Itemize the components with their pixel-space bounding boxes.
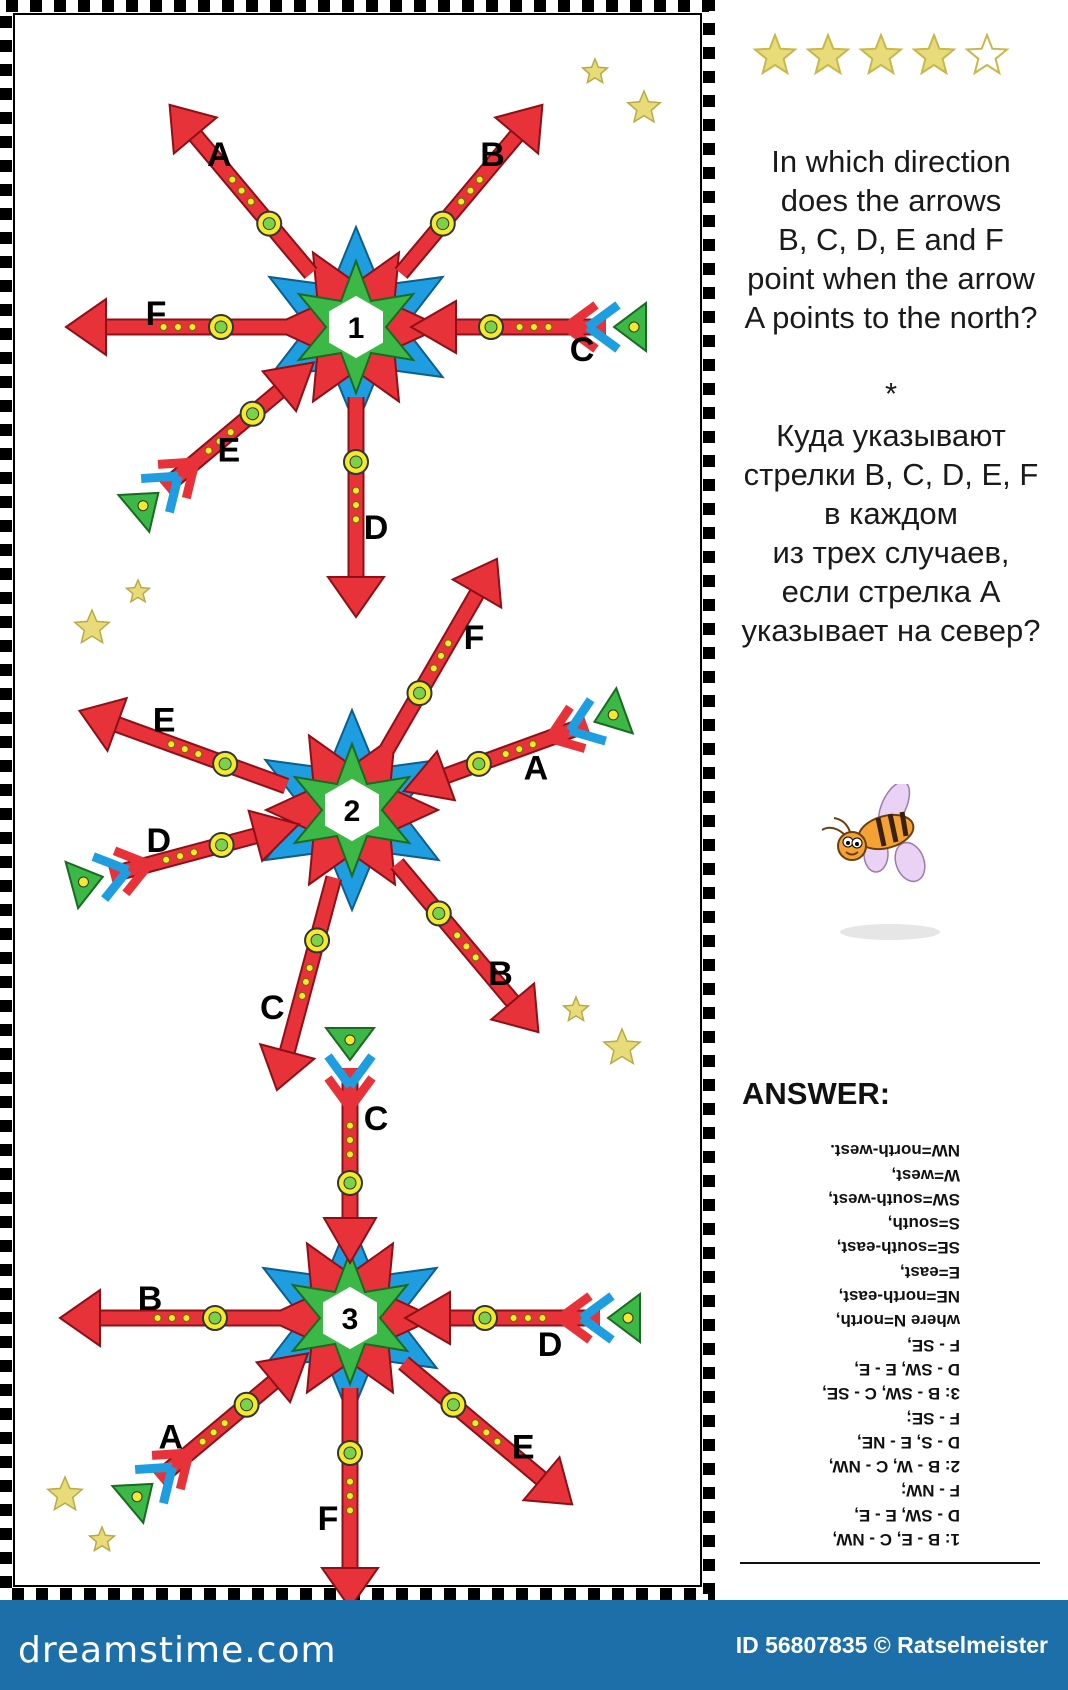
arrow-label: C — [569, 331, 595, 369]
arrow-A — [112, 1353, 307, 1522]
puzzle-number: 3 — [341, 1303, 359, 1336]
star-filled-icon — [858, 32, 904, 78]
arrow-puzzle-3 — [60, 1028, 640, 1600]
answer-line: W=west, — [891, 1165, 960, 1185]
star-icon — [628, 91, 660, 122]
arrow-label: F — [463, 618, 485, 657]
question-line: Куда указывают — [776, 418, 1006, 453]
star-filled-icon — [752, 32, 798, 78]
answer-line: F - SE, — [907, 1335, 960, 1355]
arrow-E — [118, 362, 313, 531]
arrow-label: C — [259, 989, 285, 1028]
star-filled-icon — [805, 32, 851, 78]
arrow-label: B — [480, 135, 505, 174]
arrow-label: C — [363, 1100, 389, 1138]
question-line: point when the arrow — [747, 261, 1035, 296]
arrow-D — [405, 1292, 640, 1364]
answer-line: E=east, — [899, 1262, 960, 1282]
question-line: A points to the north? — [744, 300, 1038, 335]
arrow-label: B — [137, 1280, 163, 1318]
question-line: указывает на север? — [741, 613, 1041, 648]
question-russian — [718, 416, 1064, 650]
answer-line: D - SW, E - E, — [854, 1505, 960, 1525]
answer-line: S=south, — [887, 1214, 960, 1234]
arrow-C — [324, 1028, 388, 1263]
question-english — [718, 142, 1064, 337]
star-icon — [564, 997, 589, 1021]
arrowhead-icon — [324, 1218, 376, 1263]
arrow-label: E — [217, 431, 241, 470]
arrow-label: F — [145, 295, 167, 333]
arrow-B — [60, 1280, 280, 1346]
star-icon — [583, 59, 608, 83]
answer-line: NE=north-east, — [838, 1287, 960, 1307]
answer-line: F - SE; — [906, 1408, 960, 1428]
arrow-B — [397, 864, 538, 1033]
question-line: в каждом — [824, 496, 958, 531]
arrow-A — [404, 688, 633, 800]
question-line: если стрелка А — [781, 574, 1001, 609]
answer-line: SW=south-west, — [828, 1189, 960, 1209]
arrow-E — [404, 1363, 573, 1504]
arrow-A — [170, 105, 311, 274]
answer-heading: ANSWER: — [742, 1076, 891, 1111]
arrow-F — [66, 295, 286, 355]
answer-line: D - S, E - NE, — [857, 1432, 960, 1452]
arrow-label: A — [207, 135, 232, 174]
arrow-puzzle-2 — [66, 559, 633, 1090]
question-line: B, C, D, E and F — [778, 222, 1004, 257]
arrow-puzzle-1 — [66, 105, 646, 617]
footer-image-id: ID 56807835 © Ratselmeister — [735, 1632, 1048, 1658]
answer-line: SE=south-east, — [836, 1238, 960, 1258]
arrowhead-icon — [328, 577, 384, 617]
puzzle-number: 1 — [347, 312, 365, 345]
question-line: In which direction — [771, 144, 1011, 179]
arrow-label: A — [523, 749, 549, 788]
star-empty-icon — [964, 32, 1010, 78]
arrow-E — [79, 698, 286, 786]
bee-icon — [820, 784, 940, 944]
answer-line: NW=north-west. — [830, 1141, 960, 1161]
arrow-label: F — [317, 1500, 339, 1538]
arrow-F — [387, 559, 501, 750]
arrowhead-icon — [260, 1044, 314, 1090]
arrow-label: B — [488, 955, 513, 994]
arrow-label: E — [511, 1428, 535, 1467]
answer-underline — [740, 1562, 1040, 1564]
answer-line: 1: B - E, C - NW, — [832, 1530, 960, 1550]
arrow-B — [401, 105, 542, 274]
star-icon — [75, 610, 109, 643]
question-line: does the arrows — [780, 183, 1002, 218]
arrowhead-icon — [66, 299, 106, 355]
star-filled-icon — [911, 32, 957, 78]
arrow-label: E — [152, 701, 176, 740]
arrow-label: D — [537, 1326, 563, 1364]
triangle-icon — [112, 1484, 152, 1523]
question-line: стрелки B, C, D, E, F — [743, 457, 1039, 492]
question-line: из трех случаев, — [772, 535, 1010, 570]
arrow-C — [260, 878, 334, 1091]
answer-upside-down — [760, 1138, 960, 1551]
puzzle-number: 2 — [343, 795, 361, 828]
arrow-label: D — [146, 821, 172, 860]
star-icon — [48, 1477, 82, 1510]
star-icon — [90, 1527, 115, 1551]
arrow-label: D — [363, 509, 389, 547]
answer-line: where N=north, — [835, 1311, 960, 1331]
arrow-D — [66, 811, 299, 908]
arrow-C — [411, 301, 646, 369]
answer-line: D - SW, E - E, — [854, 1359, 960, 1379]
arrow-F — [318, 1388, 378, 1600]
question-separator: * — [884, 376, 898, 411]
star-icon — [604, 1029, 640, 1063]
answer-line: F - NW; — [900, 1481, 960, 1501]
answer-line: 2: B - W, C - NW, — [828, 1457, 960, 1477]
footer-brand[interactable]: dreamstime.com — [18, 1630, 337, 1671]
answer-line: 3: B - SW, C - SE, — [822, 1384, 960, 1404]
footer-bar — [0, 1600, 1068, 1690]
arrow-D — [328, 397, 388, 617]
arrowhead-icon — [60, 1290, 100, 1346]
arrow-label: A — [158, 1418, 184, 1457]
triangle-icon — [118, 493, 158, 532]
star-icon — [127, 580, 150, 602]
